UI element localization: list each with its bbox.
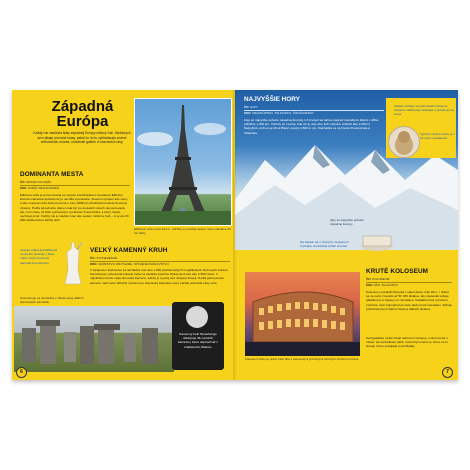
marmot-icon — [389, 127, 419, 157]
bird-note-text: Alpské ovčiaky sa kvôli štúdiu hustému vzduchu zahrievajú častejšie a pohybujú na sever. — [394, 104, 454, 117]
colosseum-heading: KRUTÉ KOLOSEUM — [366, 268, 429, 275]
dark-note-box — [172, 302, 224, 370]
alps-caption: Alpy sú najvyššie pohorie západnej Európy. — [330, 218, 364, 226]
alps-text: Alpy sú najvyššie pohorie západnej Európy, ich hrebeň sa tiahne naprieč niekoľkými štátmi v dĺžke približne 1 200 km. Vrcholy sú mnohé, kde ich je viac ako 120 vrcholov vyšších ako 4 000 m. Najvyšším vrchom je Mont Blanc vysoký 4 808 m nm. Nachádza sa na hranici Francúzska a Talianska. — [244, 118, 379, 135]
statue-icon — [60, 240, 86, 286]
stonehenge-what-label: ČO: — [90, 256, 96, 260]
alps-where-value: FRANCÚZSKO, TALIANSKO, ŠVAJČIARSKO — [252, 111, 314, 115]
eiffel-text: Eiffelova veža je pomenovaná po svojom konštruktérovi Gustavovi Eiffelovi, ktorého stavebná spoločnosť ju navrhla a postavila. Svetovú výstavu kde vieny a táto oceľová veža bola otvorená v roku 1889 pri príležitosti konania Svetovej výstavy. Podľa pôvodného plánu mala byť po desiatich rokoch demontovaná, ale v tom čase už bola významným symbolom Francúzska, a ktorý mesto nechcelo prísť. Každý rok ju navštívi viac ako sedem miliónov ľudí – to je asi 20 000 návštevníkov každý deň! — [20, 193, 129, 223]
stonehenge-what-value: STONEHENGE — [96, 256, 118, 260]
dark-note-text: Kamenný kruh Stonehenge obklopuje 46 menších kameňov, ktoré dopravili až z vzdialeného Walesu. — [178, 332, 218, 349]
eiffel-tower-icon — [135, 99, 231, 225]
book-gutter — [233, 90, 237, 380]
eiffel-what — [20, 180, 130, 184]
page-number-right: 7 — [442, 367, 453, 378]
stonehenge-where — [90, 262, 230, 266]
colosseum-where-value: RÍM, TALIANSKO — [374, 283, 398, 287]
eiffel-where-label: KDE: — [20, 186, 28, 190]
colosseum-text: Koloseum postavili Rimania v starovekom roku 80 n. l. Sláva sa do neho zmestilo až 50 000 divákov, aby sledovali súboje gladiátorov a zápasy so zvieratami. Gladiátori boli vycvičení mužovia, ktorí bojovali proti sebe alebo proti zvieratám. Súboje prebiehali pred zrakmi cisára a ďalších divákov. — [366, 290, 452, 311]
eiffel-what-label: ČO: — [20, 180, 26, 184]
stones-icon — [14, 306, 174, 372]
alps-where-label: KDE: — [244, 111, 252, 115]
eiffel-heading: DOMINANTA MESTA — [20, 171, 84, 178]
intro-text: Každý rok navštívia štáty západnej Európy milióny ľudí. Niektorých sem lákajú prírodné krásy, zatiaľ čo iní tu vyhľadávajú známe veľkomestá, múzeá, umelecké galérie či starovekú ruiny. — [33, 131, 131, 145]
stonehenge-where-label: KDE: — [90, 262, 98, 266]
stonehenge-text: V Spojenom kráľovstve sa nachádza viac ako 1 000 prehistorických megalitických kruhových stavieb. Stonehenge vybudovali pravekí ľudia na začiatku polohou Slnka pred viac ako 4 500 rokmi. V najväčšom kruhu stoja obrovské kamene, každý je vysoký ako dospelý človek. Podľa jednej teórie kamene mali veľmi dôležitý význam pre staroveký kalendár, ktorý počítal pokročilé časy roka. — [90, 268, 229, 285]
colosseum-text-2: Keď gladiátor stratil zbraň alebo bol zranený, mohol prosiť o milosť. Ak sa divákom páčil, mohol byť ušetrený. Dnes sa tu konajú rôzne podujatia a prehliadky. — [366, 336, 448, 349]
snow-note: Typický výskyt snehu je v zimných mesiacoch. — [420, 132, 455, 141]
alps-where — [244, 111, 384, 115]
alps-what-label: ČO: — [244, 105, 250, 109]
page-title: Západná Európa — [51, 98, 114, 130]
colosseum-caption: Koloseum bolo po pravú časť dňa s dokonalými prírodnými ohnivými obrazmi a hrami. — [245, 357, 360, 361]
alps-heading: NAJVYŠŠIE HORY — [244, 96, 300, 103]
eiffel-where — [20, 186, 130, 190]
eiffel-what-value: EIFFELOVA VEŽA — [26, 180, 52, 184]
colosseum-where-label: KDE: — [366, 283, 374, 287]
colosseum-photo — [245, 272, 360, 356]
eiffel-tower-photo — [134, 98, 232, 226]
colosseum-model-image — [360, 230, 394, 252]
eiffel-where-value: PARÍŽ, FRANCÚZSKO — [28, 186, 60, 190]
alps-what — [244, 105, 384, 109]
stonehenge-where-value: GRÓFSTVO WILTSHIRE, SPOJENÉ KRÁĽOVSTVO — [98, 262, 169, 266]
colosseum-what-label: ČO: — [366, 277, 372, 281]
skiing-note: Na Alpách sa v zimných mesiacoch zvyčajne sústreďujú lyžiari a turisti. — [300, 240, 349, 249]
eiffel-caption: Eiffelova veža meria 324 m. Udržba si ju každý sedem rokov aktuálne 60 ton farby. — [134, 227, 231, 235]
rock-icon — [186, 306, 208, 328]
colosseum-where — [366, 283, 452, 287]
stonehenge-caption: Stonehenge sa nachádza v oblasti plnej ďalších starovekých pamiatok. — [20, 296, 84, 304]
stonehenge-photo — [14, 306, 174, 372]
statue-note: Vysoká výška tiež Eiffelova na Sochu slobody v New Yorku, ktorú Francúzi darovali Američanom. — [20, 248, 58, 265]
colosseum-what — [366, 277, 452, 281]
stonehenge-what — [90, 256, 230, 260]
colosseum-what-value: KOLOSEUM — [372, 277, 390, 281]
alps-what-value: ALPY — [250, 105, 258, 109]
stonehenge-heading: VEĽKÝ KAMENNÝ KRUH — [90, 247, 168, 254]
page-number-left: 6 — [16, 367, 27, 378]
bird-image — [388, 126, 420, 158]
statue-of-liberty-image — [60, 240, 86, 286]
arena-icon — [360, 230, 394, 252]
colosseum-icon — [245, 272, 360, 356]
